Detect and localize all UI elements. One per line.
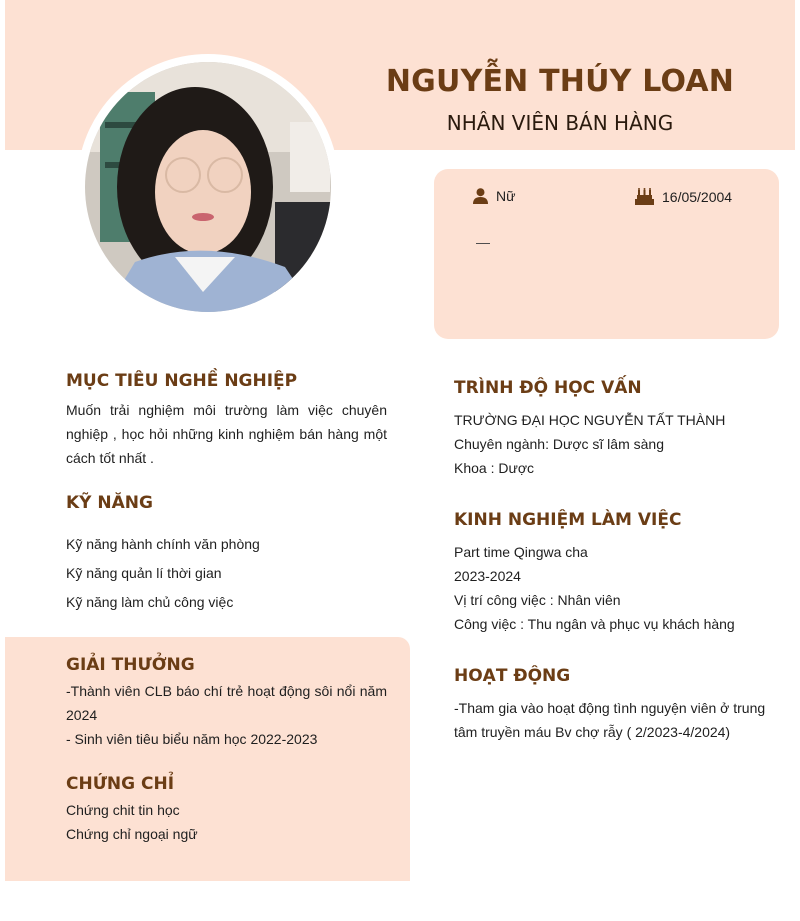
info-extra: —: [476, 234, 490, 250]
awards-title: GIẢI THƯỞNG: [66, 655, 195, 675]
skill-item: Kỹ năng quản lí thời gian: [66, 565, 222, 581]
activities-title: HOẠT ĐỘNG: [454, 666, 571, 686]
award-item: - Sinh viên tiêu biểu năm học 2022-2023: [66, 731, 318, 747]
birthday-value: 16/05/2004: [662, 188, 733, 205]
gender-row: [473, 188, 515, 204]
birthday-row: [635, 188, 732, 205]
experience-line: 2023-2024: [454, 568, 521, 584]
certificates-title: CHỨNG CHỈ: [66, 774, 175, 794]
activities-text: -Tham gia vào hoạt động tình nguyện viên ở trung tâm truyền máu Bv chợ rẫy ( 2/2023-4/2024): [454, 700, 766, 740]
certificate-item: Chứng chỉ ngoại ngữ: [66, 826, 198, 842]
career-goal-text: Muốn trải nghiệm môi trường làm việc chuyên nghiệp , học hỏi những kinh nghiệm bán hàng một cách tốt nhất .: [66, 402, 387, 466]
candidate-name: NGUYỄN THÚY LOAN: [385, 64, 735, 99]
education-school: TRƯỜNG ĐẠI HỌC NGUYỄN TẤT THÀNH: [454, 412, 726, 428]
experience-details: [454, 540, 774, 636]
education-title: TRÌNH ĐỘ HỌC VẤN: [454, 378, 642, 398]
certificates-list: [66, 798, 387, 846]
experience-line: Công việc : Thu ngân và phục vụ khách hàng: [454, 616, 735, 632]
experience-line: Vị trí công việc : Nhân viên: [454, 592, 621, 608]
skill-item: Kỹ năng hành chính văn phòng: [66, 536, 260, 552]
avatar: [85, 62, 331, 312]
skill-item: Kỹ năng làm chủ công việc: [66, 594, 234, 610]
gender-value: Nữ: [496, 188, 516, 204]
certificate-item: Chứng chit tin học: [66, 802, 180, 818]
awards-list: [66, 679, 387, 751]
award-item: -Thành viên CLB báo chí trẻ hoạt động sôi nổi năm 2024: [66, 683, 387, 723]
education-major: Chuyên ngành: Dược sĩ lâm sàng: [454, 436, 664, 452]
job-title: NHÂN VIÊN BÁN HÀNG: [446, 111, 674, 135]
profile-photo: [85, 62, 331, 312]
career-goal-title: MỤC TIÊU NGHỀ NGHIỆP: [66, 371, 298, 391]
skills-title: KỸ NĂNG: [66, 493, 153, 513]
education-details: [454, 408, 774, 480]
birthday-cake-icon: [635, 188, 654, 205]
skills-list: [66, 530, 396, 617]
experience-line: Part time Qingwa cha: [454, 544, 588, 560]
experience-title: KINH NGHIỆM LÀM VIỆC: [454, 510, 682, 530]
user-icon: [473, 188, 488, 204]
education-faculty: Khoa : Dược: [454, 460, 535, 476]
